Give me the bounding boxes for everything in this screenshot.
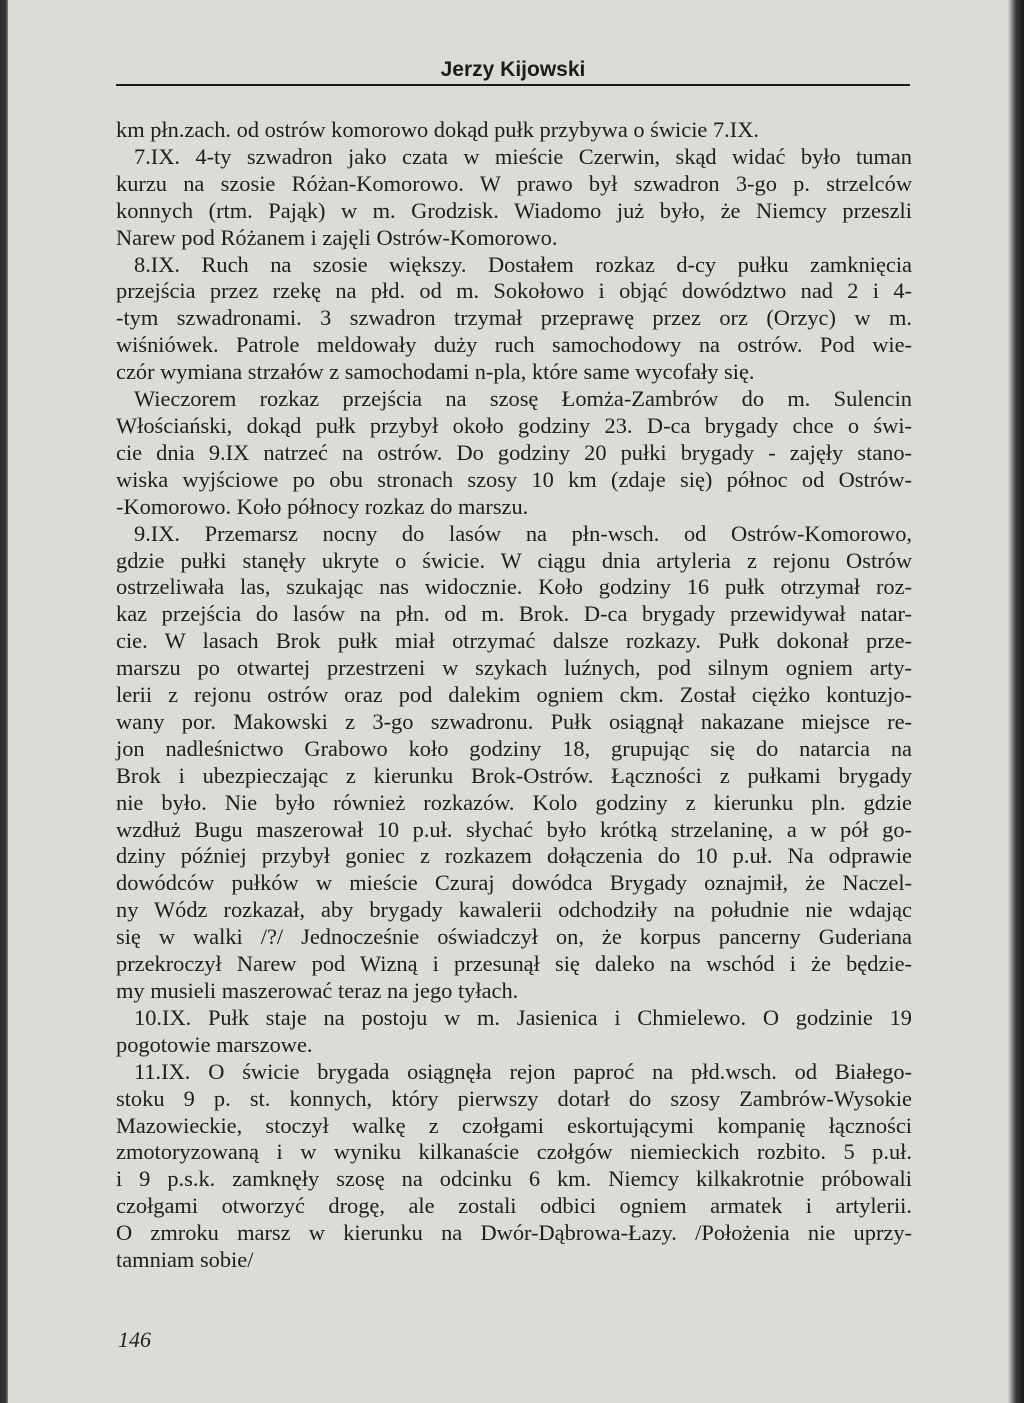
text-line-content: my musieli maszerować teraz na jego tyłach. [116,978,519,1003]
text-line-content: jon nadleśnictwo Grabowo koło godziny 18, grupując się do natarcia na [116,735,912,761]
text-line [116,332,912,359]
text-line [116,843,912,870]
text-line [116,1059,912,1086]
text-line-content: pogotowie marszowe. [116,1031,313,1057]
text-line-content: tamniam sobie/ [116,1247,254,1273]
text-line-content: O zmroku marsz w kierunku na Dwór-Dąbrowa-Łazy. /Położenia nie uprzy- [116,1220,912,1246]
text-line-content: Mazowieckie, stoczył walkę z czołgami eskortującymi kompanię łączności [116,1112,912,1138]
text-line [116,574,912,601]
text-line [116,225,912,252]
text-line-content: marszu po otwartej przestrzeni w szykach luźnych, pod silnym ogniem arty- [116,655,912,681]
text-line [116,494,912,521]
text-line-content: Wieczorem rozkaz przejścia na szosę Łomża-Zambrów do m. Sulencin [134,386,912,412]
text-line-content: wzdłuż Bugu maszerował 10 p.uł. słychać było krótką strzelaninę, a w pół go- [116,816,912,842]
text-line-content: kurzu na szosie Różan-Komorowo. W prawo był szwadron 3-go p. strzelców [116,170,912,196]
text-line [116,924,912,951]
text-line-content: wany por. Makowski z 3-go szwadronu. Pułk osiągnął nakazane miejsce re- [116,708,912,734]
text-line-content: dziny później przybył goniec z rozkazem dołączenia do 10 p.uł. Na odprawie [116,843,912,869]
text-line-content: 7.IX. 4-ty szwadron jako czata w mieście Czerwin, skąd widać było tuman [134,143,912,169]
text-line-content: km płn.zach. od ostrów komorowo dokąd pułk przybywa o świcie 7.IX. [116,117,759,142]
text-line-content: zmotoryzowaną i w wyniku kilkanaście czołgów niemieckich rozbito. 5 p.uł. [116,1139,912,1165]
text-line [116,1166,912,1193]
text-line-content: -Komorowo. Koło północy rozkaz do marszu. [116,493,529,519]
text-line-content: przekroczył Narew pod Wizną i przesunął się daleko na wschód i że będzie- [116,951,912,977]
text-line-content: Brok i ubezpieczając z kierunku Brok-Ostrów. Łączności z pułkami brygady [116,762,912,788]
text-line [116,763,912,790]
text-line-content: 9.IX. Przemarsz nocny do lasów na płn-wsch. od Ostrów-Komorowo, [134,520,912,546]
text-line [116,144,912,171]
text-line-content: i 9 p.s.k. zamknęły szosę na odcinku 6 km. Niemcy kilkakrotnie próbowali [116,1166,912,1192]
text-line [116,467,912,494]
text-line-content: przejścia przez rzekę na płd. od m. Sokołowo i objąć dowództwo nad 2 i 4- [116,278,912,304]
text-line [116,709,912,736]
text-line [116,897,912,924]
text-line [116,278,912,305]
body-text [116,117,912,1274]
text-line-content: 10.IX. Pułk staje na postoju w m. Jasienica i Chmielewo. O godzinie 19 [134,1004,912,1030]
text-line-content: cie. W lasach Brok pułk miał otrzymać dalsze rozkazy. Pułk dokonał prze- [116,628,912,654]
text-line-content: 11.IX. O świcie brygada osiągnęła rejon paproć na płd.wsch. od Białego- [134,1058,912,1084]
text-line-content: kaz przejścia do lasów na płn. od m. Brok. D-ca brygady przewidywał natar- [116,601,912,627]
text-line [116,628,912,655]
text-line [116,601,912,628]
text-line [116,682,912,709]
text-line-content: 8.IX. Ruch na szosie większy. Dostałem rozkaz d-cy pułku zamknięcia [134,251,912,277]
text-line-content: czołgami otworzyć drogę, ale zostali odbici ogniem armatek i artylerii. [116,1193,912,1219]
text-line-content: Włościański, dokąd pułk przybył około godziny 23. D-ca brygady chce o świ- [116,412,912,438]
text-line-content: czór wymiana strzałów z samochodami n-pla, które same wycofały się. [116,359,755,385]
text-line [116,1005,912,1032]
text-line [116,817,912,844]
text-line [116,1032,912,1059]
running-title: Jerzy Kijowski [440,58,586,81]
text-line [116,978,912,1005]
text-line [116,790,912,817]
text-line [116,736,912,763]
text-line [116,171,912,198]
text-line [116,1139,912,1166]
text-line [116,655,912,682]
text-line [116,1113,912,1140]
page-number: 146 [118,1327,151,1352]
text-line-content: ostrzeliwała las, szukając nas widocznie. Koło godziny 16 pułk otrzymał roz- [116,574,912,600]
text-line-content: się w walki /?/ Jednocześnie oświadczył on, że korpus pancerny Guderiana [116,924,912,950]
text-line-content: wiska wyjściowe po obu stronach szosy 10 km (zdaje się) północ od Ostrów- [116,466,912,492]
text-line-content: stoku 9 p. st. konnych, który pierwszy dotarł do szosy Zambrów-Wysokie [116,1085,912,1111]
text-line [116,521,912,548]
text-line [116,1220,912,1247]
text-line-content: Narew pod Różanem i zajęli Ostrów-Komorowo. [116,224,558,250]
text-line [116,1247,912,1274]
text-line [116,117,912,144]
text-line-content: wiśniówek. Patrole meldowały duży ruch samochodowy na ostrów. Pod wie- [116,332,912,358]
text-line [116,359,912,386]
text-line-content: dowódców pułków w mieście Czuraj dowódca Brygady oznajmił, że Naczel- [116,870,912,896]
text-line [116,870,912,897]
text-line [116,413,912,440]
text-line [116,305,912,332]
text-line [116,198,912,225]
text-line [116,548,912,575]
text-line-content: nie było. Nie było również rozkazów. Kolo godziny z kierunku pln. gdzie [116,789,912,815]
text-line [116,1193,912,1220]
text-line [116,386,912,413]
running-header [116,58,910,86]
text-line [116,440,912,467]
text-line [116,252,912,279]
text-line-content: gdzie pułki stanęły ukryte o świcie. W ciągu dnia artyleria z rejonu Ostrów [116,547,912,573]
text-line-content: konnych (rtm. Pająk) w m. Grodzisk. Wiadomo już było, że Niemcy przeszli [116,197,912,223]
text-line [116,951,912,978]
text-line-content: lerii z rejonu ostrów oraz pod dalekim ogniem ckm. Został ciężko kontuzjo- [116,682,912,708]
text-line [116,1086,912,1113]
text-line-content: ny Wódz rozkazał, aby brygady kawalerii odchodziły na południe nie wdając [116,897,912,923]
text-line-content: -tym szwadronami. 3 szwadron trzymał przeprawę przez orz (Orzyc) w m. [116,305,912,331]
text-line-content: cie dnia 9.IX natrzeć na ostrów. Do godziny 20 pułki brygady - zajęły stano- [116,439,912,465]
